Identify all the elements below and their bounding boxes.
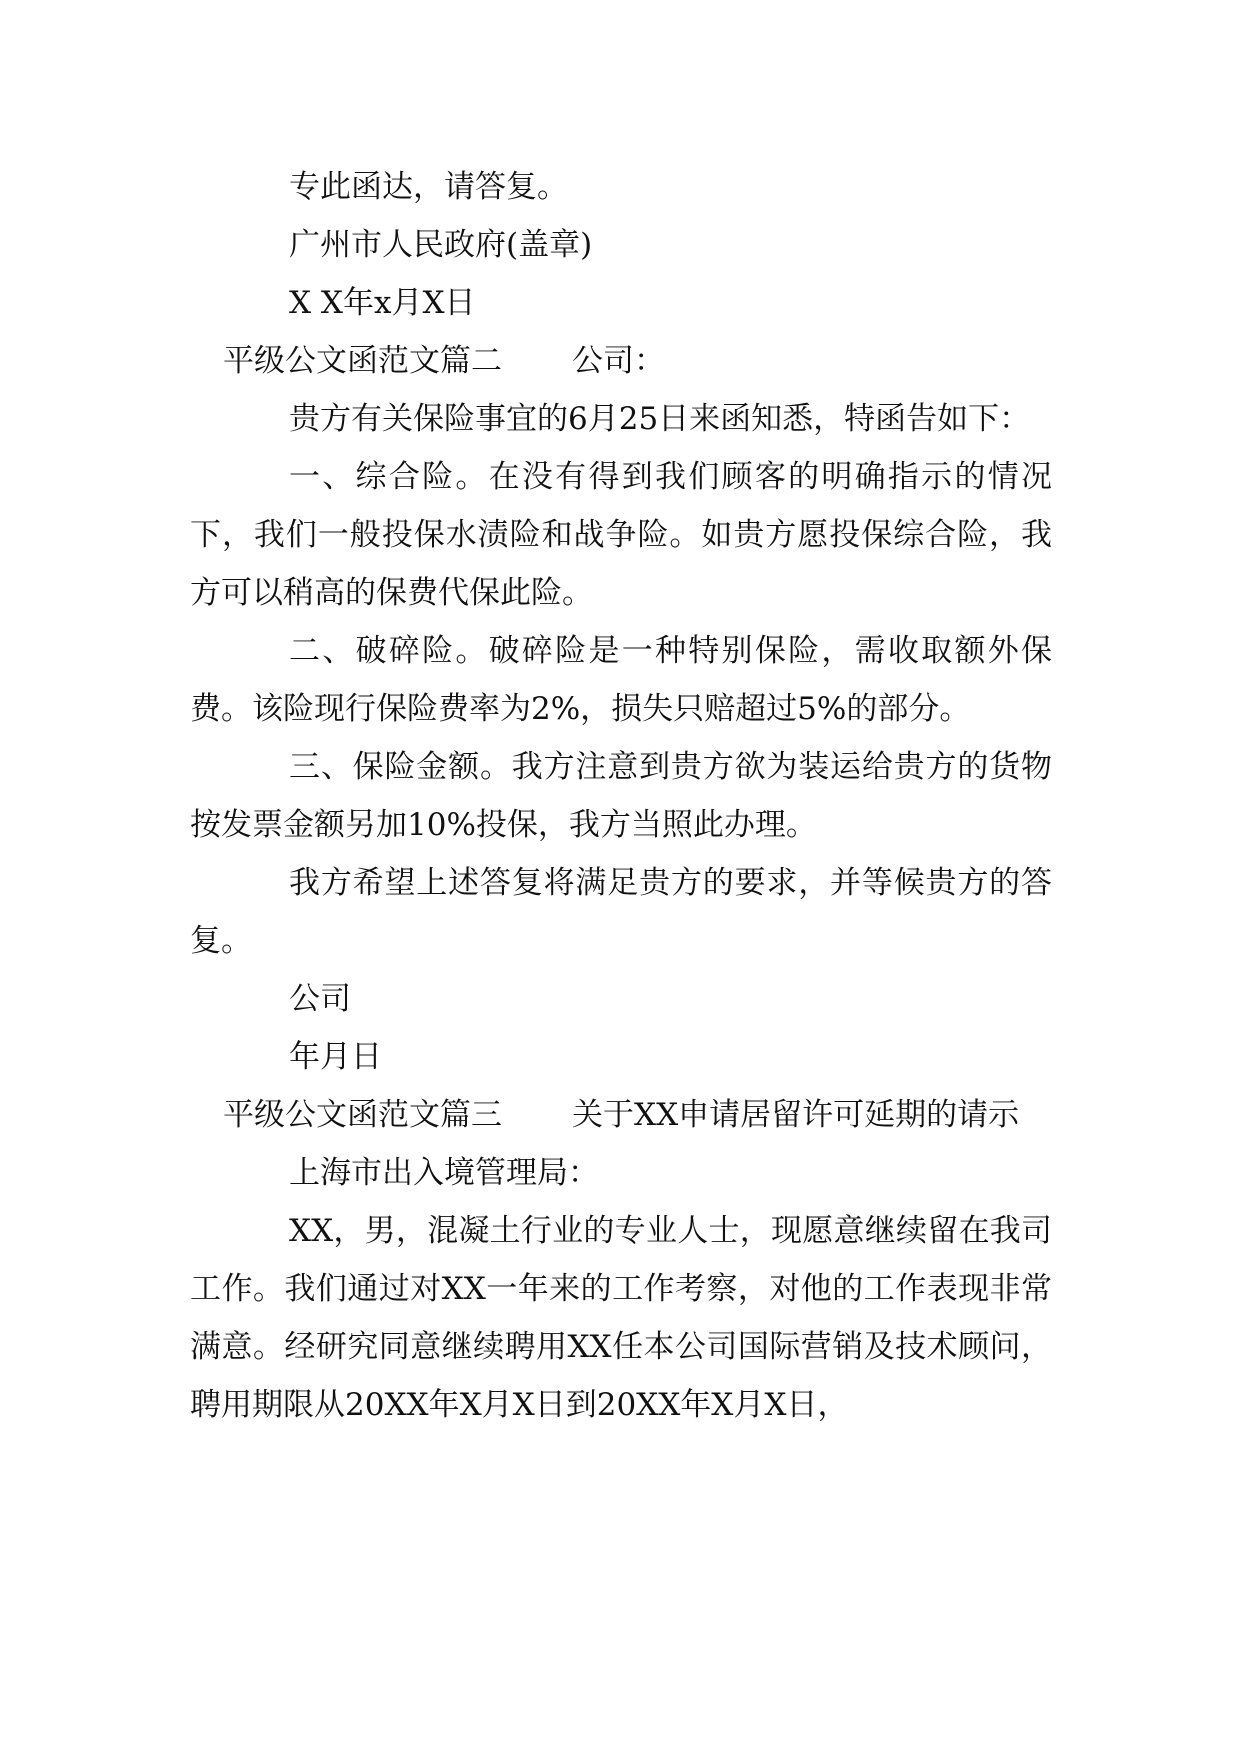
section-heading-3 (190, 1086, 1052, 1144)
paragraph-company: 公司 (289, 981, 351, 1017)
paragraph: 一、综合险。在没有得到我们顾客的明确指示的情况下，我们一般投保水渍险和战争险。如贵方愿投保综合险，我方可以稍高的保费代保此险。 (190, 459, 1052, 611)
document-body (190, 158, 1052, 1434)
section-heading-2 (190, 332, 1052, 390)
paragraph: 三、保险金额。我方注意到贵方欲为装运给贵方的货物按发票金额另加10%投保，我方当照此办理。 (190, 749, 1052, 843)
paragraph-addressee: 上海市出入境管理局： (289, 1155, 599, 1191)
paragraph-date: 年月日 (289, 1039, 382, 1075)
paragraph: 我方希望上述答复将满足贵方的要求，并等候贵方的答复。 (190, 865, 1052, 959)
section-heading-title: 平级公文函范文篇二 (223, 343, 502, 379)
section-heading-subtitle: 关于XX申请居留许可延期的请示 (572, 1097, 1020, 1133)
section-heading-subtitle: 公司： (572, 343, 665, 379)
paragraph: 贵方有关保险事宜的6月25日来函知悉，特函告如下： (289, 401, 1031, 437)
section-heading-title: 平级公文函范文篇三 (223, 1097, 502, 1133)
paragraph: XX，男，混凝土行业的专业人士，现愿意继续留在我司工作。我们通过对XX一年来的工作考察，对他的工作表现非常满意。经研究同意继续聘用XX任本公司国际营销及技术顾问，聘用期限从20XX年X月X日到20XX年X月X日， (190, 1213, 1052, 1423)
paragraph: 二、破碎险。破碎险是一种特别保险，需收取额外保费。该险现行保险费率为2%，损失只赔超过5%的部分。 (190, 633, 1052, 727)
paragraph-closing: 专此函达，请答复。 (289, 169, 568, 205)
paragraph-signature: 广州市人民政府(盖章) (289, 227, 593, 263)
paragraph-date: X X年x月X日 (289, 285, 476, 321)
